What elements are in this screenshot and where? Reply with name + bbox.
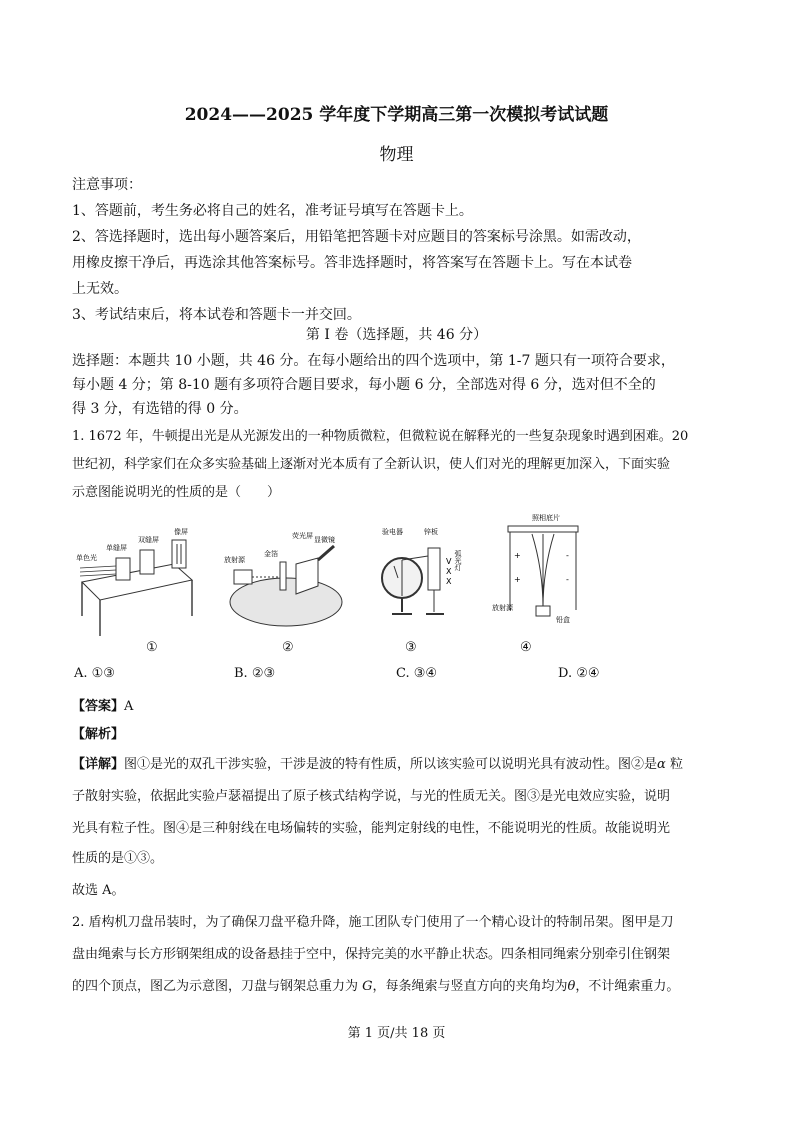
detail-line: 子散射实验，依据此实验卢瑟福提出了原子核式结构学说，与光的性质无关。图③是光电效应实验，说明 — [72, 789, 671, 804]
svg-text:-: - — [566, 551, 569, 560]
section-intro: 得 3 分，有选错的得 0 分。 — [72, 401, 248, 417]
notice-item: 3、考试结束后，将本试卷和答题卡一并交回。 — [72, 307, 361, 323]
fig4-label-lead-box: 铅盒 — [556, 616, 570, 624]
figure-label: ② — [282, 640, 294, 655]
figure-photoelectric — [372, 520, 480, 626]
fig1-label-screen: 像屏 — [174, 528, 188, 536]
section-title: 第 I 卷（选择题，共 46 分） — [305, 327, 488, 343]
section-intro: 选择题：本题共 10 小题，共 46 分。在每小题给出的四个选项中，第 1-7 题只有一项符合要求， — [72, 353, 675, 369]
fig4-label-film: 照相底片 — [532, 514, 560, 522]
fig3-label-electroscope: 验电器 — [382, 528, 403, 536]
detail-line: 【详解】图①是光的双孔干涉实验，干涉是波的特有性质，所以该实验可以说明光具有波动性。图②是α 粒 — [72, 757, 683, 772]
q1-stem: 世纪初，科学家们在众多实验基础上逐渐对光本质有了全新认识，使人们对光的理解更加深入，下面实验 — [72, 457, 671, 472]
fig1-label-double-slit: 双缝屏 — [138, 536, 159, 544]
svg-text:+: + — [514, 575, 521, 584]
svg-text:V: V — [446, 557, 452, 566]
fig2-label-microscope: 显微镜 — [314, 536, 335, 544]
answer-value: A — [124, 699, 134, 714]
section-intro: 每小题 4 分；第 8-10 题有多项符合题目要求，每小题 6 分，全部选对得 6 分，选对但不全的 — [72, 377, 656, 393]
figure-label: ③ — [405, 640, 417, 655]
option-b: B. ②③ — [234, 666, 276, 681]
exam-title: 2024——2025 学年度下学期高三第一次模拟考试试题 — [184, 105, 609, 125]
page-footer: 第 1 页/共 18 页 — [347, 1026, 446, 1041]
figure-double-slit — [76, 520, 198, 638]
option-d: D. ②④ — [558, 666, 600, 681]
notice-item: 上无效。 — [72, 281, 128, 297]
fig2-label-source: 放射源 — [224, 556, 245, 564]
detail-line: 性质的是①③。 — [72, 851, 164, 866]
figure-alpha-scattering — [222, 524, 344, 636]
fig1-label-light: 单色光 — [76, 554, 97, 562]
notice-item: 1、答题前，考生务必将自己的姓名，准考证号填写在答题卡上。 — [72, 203, 473, 219]
q2-stem: 的四个顶点，图乙为示意图，刀盘与钢架总重力为 G，每条绳索与竖直方向的夹角均为θ，不计绳索重力。 — [72, 979, 680, 994]
fig1-label-single-slit: 单缝屏 — [106, 544, 127, 552]
symbol-g: G — [362, 979, 373, 994]
figure-label: ① — [146, 640, 158, 655]
subject-title: 物理 — [379, 145, 414, 165]
q2-stem: 2. 盾构机刀盘吊装时，为了确保刀盘平稳升降，施工团队专门使用了一个精心设计的特制吊架。图甲是刀 — [72, 915, 674, 930]
detail-label: 【详解】 — [72, 757, 125, 772]
fig2-label-screen: 荧光屏 — [292, 532, 313, 540]
notice-item: 2、答选择题时，选出每小题答案后，用铅笔把答题卡对应题目的答案标号涂黑。如需改动， — [72, 229, 641, 245]
analysis-label: 【解析】 — [72, 727, 125, 742]
alpha-symbol: α — [657, 757, 666, 772]
svg-text:+: + — [514, 551, 521, 560]
q1-stem: 1. 1672 年，牛顿提出光是从光源发出的一种物质微粒，但微粒说在解释光的一些复杂现象时遇到困难。20 — [72, 429, 689, 444]
q1-stem: 示意图能说明光的性质的是（ ） — [72, 485, 281, 500]
q2-stem: 盘由绳索与长方形钢架组成的设备悬挂于空中，保持完美的水平静止状态。四条相同绳索分别牵引住钢架 — [72, 947, 671, 962]
notice-item: 用橡皮擦干净后，再选涂其他答案标号。答非选择题时，将答案写在答题卡上。写在本试卷 — [72, 255, 632, 271]
detail-line: 光具有粒子性。图④是三种射线在电场偏转的实验，能判定射线的电性，不能说明光的性质。故能说明光 — [72, 821, 671, 836]
symbol-theta: θ — [567, 979, 576, 994]
fig3-label-arc-lamp: 弧光灯 — [454, 550, 462, 571]
answer-line — [72, 694, 732, 720]
svg-text:X: X — [446, 567, 452, 576]
notice-heading: 注意事项： — [72, 177, 142, 193]
answer-label: 【答案】 — [72, 699, 125, 714]
svg-text:X: X — [446, 577, 452, 586]
figure-label: ④ — [520, 640, 532, 655]
fig4-label-source: 放射源 — [492, 604, 513, 612]
svg-text:-: - — [566, 575, 569, 584]
fig3-label-zinc-plate: 锌板 — [424, 528, 438, 536]
fig2-label-gold-foil: 金箔 — [264, 550, 278, 558]
conclusion: 故选 A。 — [72, 883, 125, 898]
option-a: A. ①③ — [74, 666, 115, 681]
option-c: C. ③④ — [396, 666, 438, 681]
figure-radiation-deflection — [492, 510, 592, 632]
